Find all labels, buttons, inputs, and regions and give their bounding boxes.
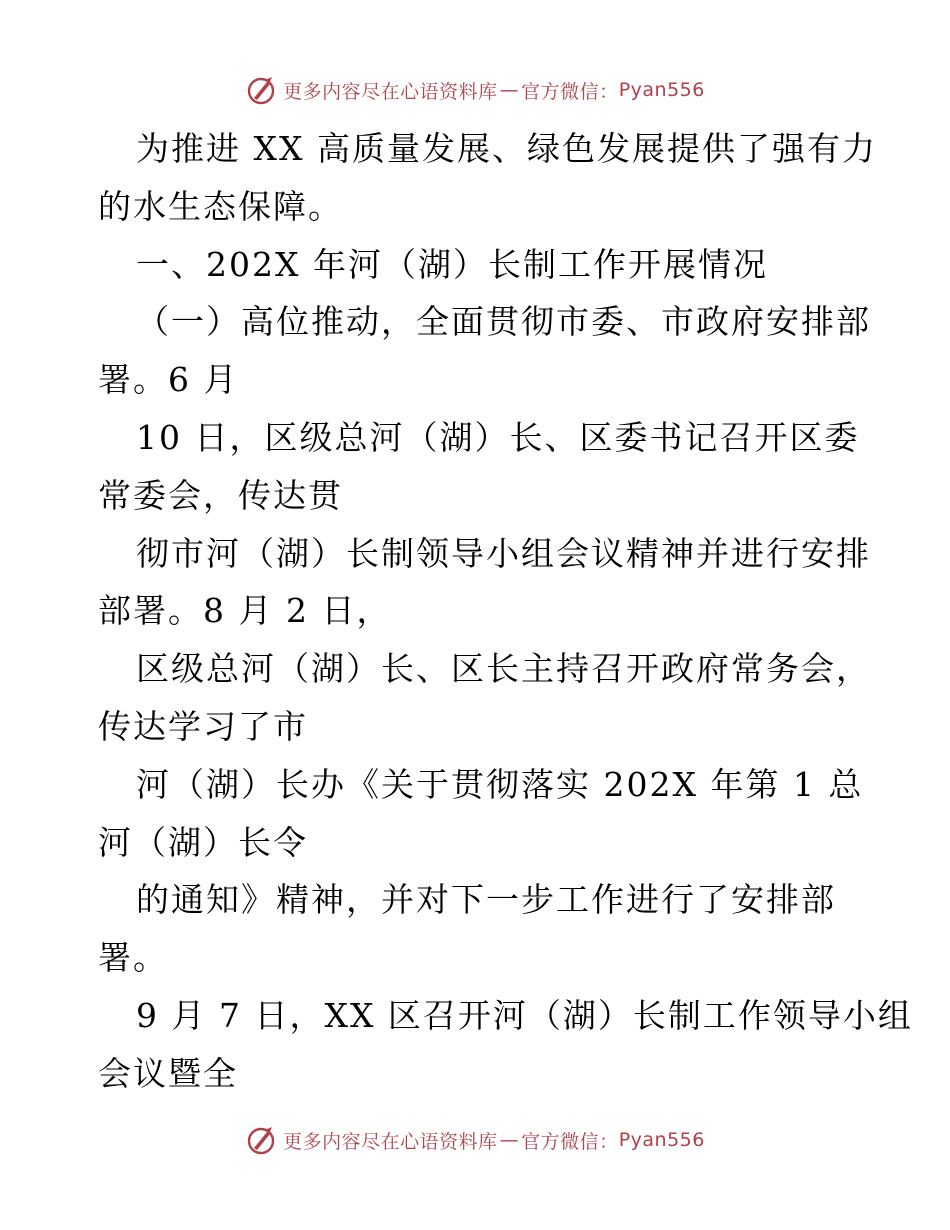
document-body (98, 120, 913, 1103)
footer-watermark-banner (0, 1120, 950, 1160)
header-watermark-banner (0, 70, 950, 110)
banner-text: 更多内容尽在心语资料库 (283, 80, 498, 103)
body-line: 河（湖）长令 (98, 822, 308, 862)
body-line: 河（湖）长办《关于贯彻落实 202X 年第 1 总 (136, 764, 864, 804)
body-line: 的通知》精神，并对下一步工作进行了安排部 (136, 880, 836, 920)
body-line: 9 月 7 日，XX 区召开河（湖）长制工作领导小组 (136, 995, 913, 1035)
section-heading: 一、202X 年河（湖）长制工作开展情况 (136, 244, 768, 284)
body-line: 10 日，区级总河（湖）长、区委书记召开区委 (136, 417, 860, 457)
quill-circle-logo-icon (245, 1124, 277, 1156)
banner-wechat-label: 官方微信： (521, 1130, 619, 1153)
subsection-heading: （一）高位推动，全面贯彻市委、市政府安排部 (136, 302, 871, 342)
body-line: 为推进 XX 高质量发展、绿色发展提供了强有力 (136, 129, 877, 168)
banner-wechat-label: 官方微信： (521, 80, 619, 103)
body-line: 常委会，传达贯 (98, 475, 343, 515)
banner-separator: — (499, 79, 520, 101)
quill-circle-logo-icon (245, 74, 277, 106)
body-line: 区级总河（湖）长、区长主持召开政府常务会， (136, 649, 871, 689)
body-line: 传达学习了市 (98, 706, 308, 746)
banner-text: 更多内容尽在心语资料库 (283, 1130, 498, 1153)
body-line: 署。 (98, 938, 168, 978)
banner-wechat-id: Pyan556 (618, 79, 705, 101)
body-line: 部署。8 月 2 日， (98, 591, 392, 631)
banner-wechat-id: Pyan556 (618, 1129, 705, 1151)
body-line: 彻市河（湖）长制领导小组会议精神并进行安排 (136, 533, 871, 573)
body-line: 会议暨全 (98, 1053, 238, 1093)
body-line: 的水生态保障。 (98, 186, 343, 226)
banner-separator: — (499, 1129, 520, 1151)
body-line: 署。6 月 (98, 360, 239, 400)
